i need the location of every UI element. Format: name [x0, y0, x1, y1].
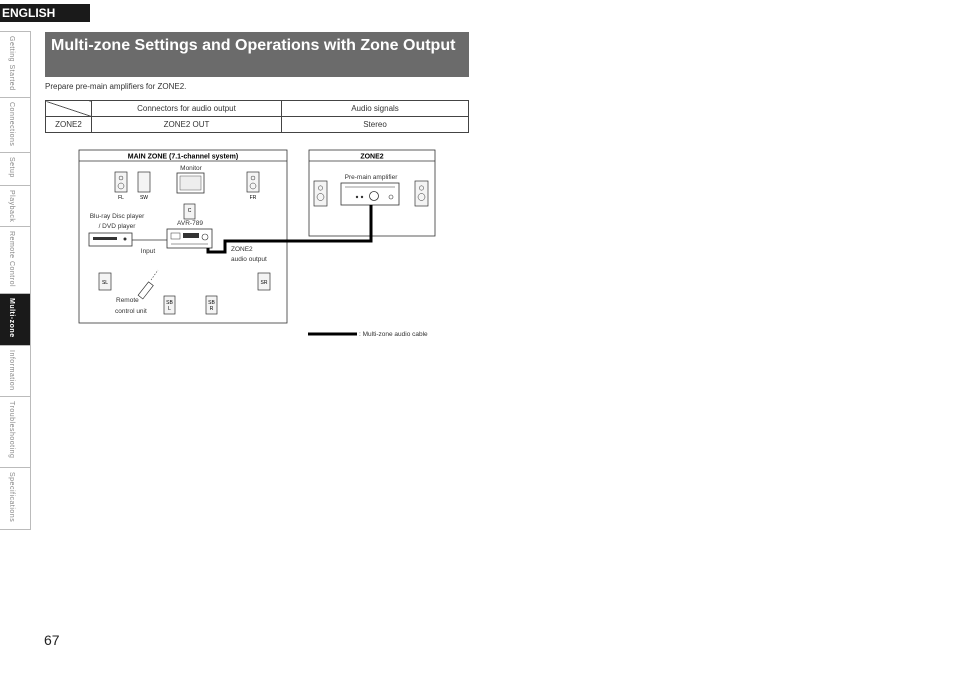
- table-header-cell: Connectors for audio output: [92, 101, 282, 117]
- speaker-sl-label: SL: [101, 280, 109, 286]
- speaker-center-label: C: [187, 208, 192, 214]
- speaker-sr-label: SR: [260, 280, 268, 286]
- player-label-line2: / DVD player: [98, 223, 136, 230]
- input-label: Input: [140, 248, 156, 255]
- side-tab-playback[interactable]: Playback: [0, 186, 31, 227]
- page-number: 67: [44, 632, 60, 648]
- zone2-output-label-line1: ZONE2: [231, 246, 253, 253]
- subwoofer-label: SW: [139, 195, 149, 201]
- table-cell: ZONE2: [46, 117, 92, 133]
- side-tab-specifications[interactable]: Specifications: [0, 468, 31, 530]
- language-tab: ENGLISH: [0, 4, 90, 22]
- speaker-fl-label: FL: [118, 195, 124, 201]
- zone2-speaker-left-icon: [314, 181, 327, 206]
- speaker-sbl-label: SB: [166, 300, 173, 306]
- zone2-speaker-right-icon: [415, 181, 428, 206]
- zone2-output-label-line2: audio output: [231, 256, 267, 263]
- page-title: Multi-zone Settings and Operations with Zone Output: [45, 32, 469, 77]
- av-receiver-icon: [167, 229, 212, 248]
- speaker-sbl-label-side: L: [168, 306, 171, 312]
- legend-label: : Multi-zone audio cable: [359, 331, 428, 338]
- speaker-sbr-label-side: R: [209, 306, 214, 312]
- disc-player-icon: [89, 233, 132, 246]
- side-tab-troubleshooting[interactable]: Troubleshooting: [0, 397, 31, 468]
- zone2-title: ZONE2: [360, 153, 384, 161]
- speaker-sbr-label: SB: [208, 300, 215, 306]
- multi-zone-cable: [208, 205, 371, 252]
- monitor-label: Monitor: [180, 165, 202, 172]
- side-tab-remote-control[interactable]: Remote Control: [0, 227, 31, 294]
- table-header-cell: Audio signals: [282, 101, 469, 117]
- intro-text: Prepare pre-main amplifiers for ZONE2.: [45, 82, 187, 91]
- speaker-fr-label: FR: [249, 195, 257, 201]
- side-tab-getting-started[interactable]: Getting Started: [0, 32, 31, 98]
- remote-label-line1: Remote: [116, 297, 139, 304]
- subwoofer-icon: [138, 172, 150, 192]
- table-cell: ZONE2 OUT: [92, 117, 282, 133]
- player-label-line1: Blu-ray Disc player: [89, 213, 145, 220]
- side-tab-setup[interactable]: Setup: [0, 153, 31, 186]
- pre-main-amp-label: Pre-main amplifier: [344, 174, 398, 181]
- side-tab-connections[interactable]: Connections: [0, 98, 31, 153]
- side-tab-information[interactable]: Information: [0, 346, 31, 397]
- pre-main-amplifier-icon: [341, 183, 399, 205]
- receiver-label: AVR-789: [177, 220, 203, 227]
- remote-control-icon: [138, 270, 158, 299]
- speaker-fr-icon: [247, 172, 259, 192]
- side-tab-multi-zone[interactable]: Multi-zone: [0, 294, 31, 346]
- monitor-icon: [177, 173, 204, 193]
- table-cell: Stereo: [282, 117, 469, 133]
- speaker-fl-icon: [115, 172, 127, 192]
- main-zone-title: MAIN ZONE (7.1-channel system): [127, 153, 239, 161]
- remote-label-line2: control unit: [115, 308, 147, 315]
